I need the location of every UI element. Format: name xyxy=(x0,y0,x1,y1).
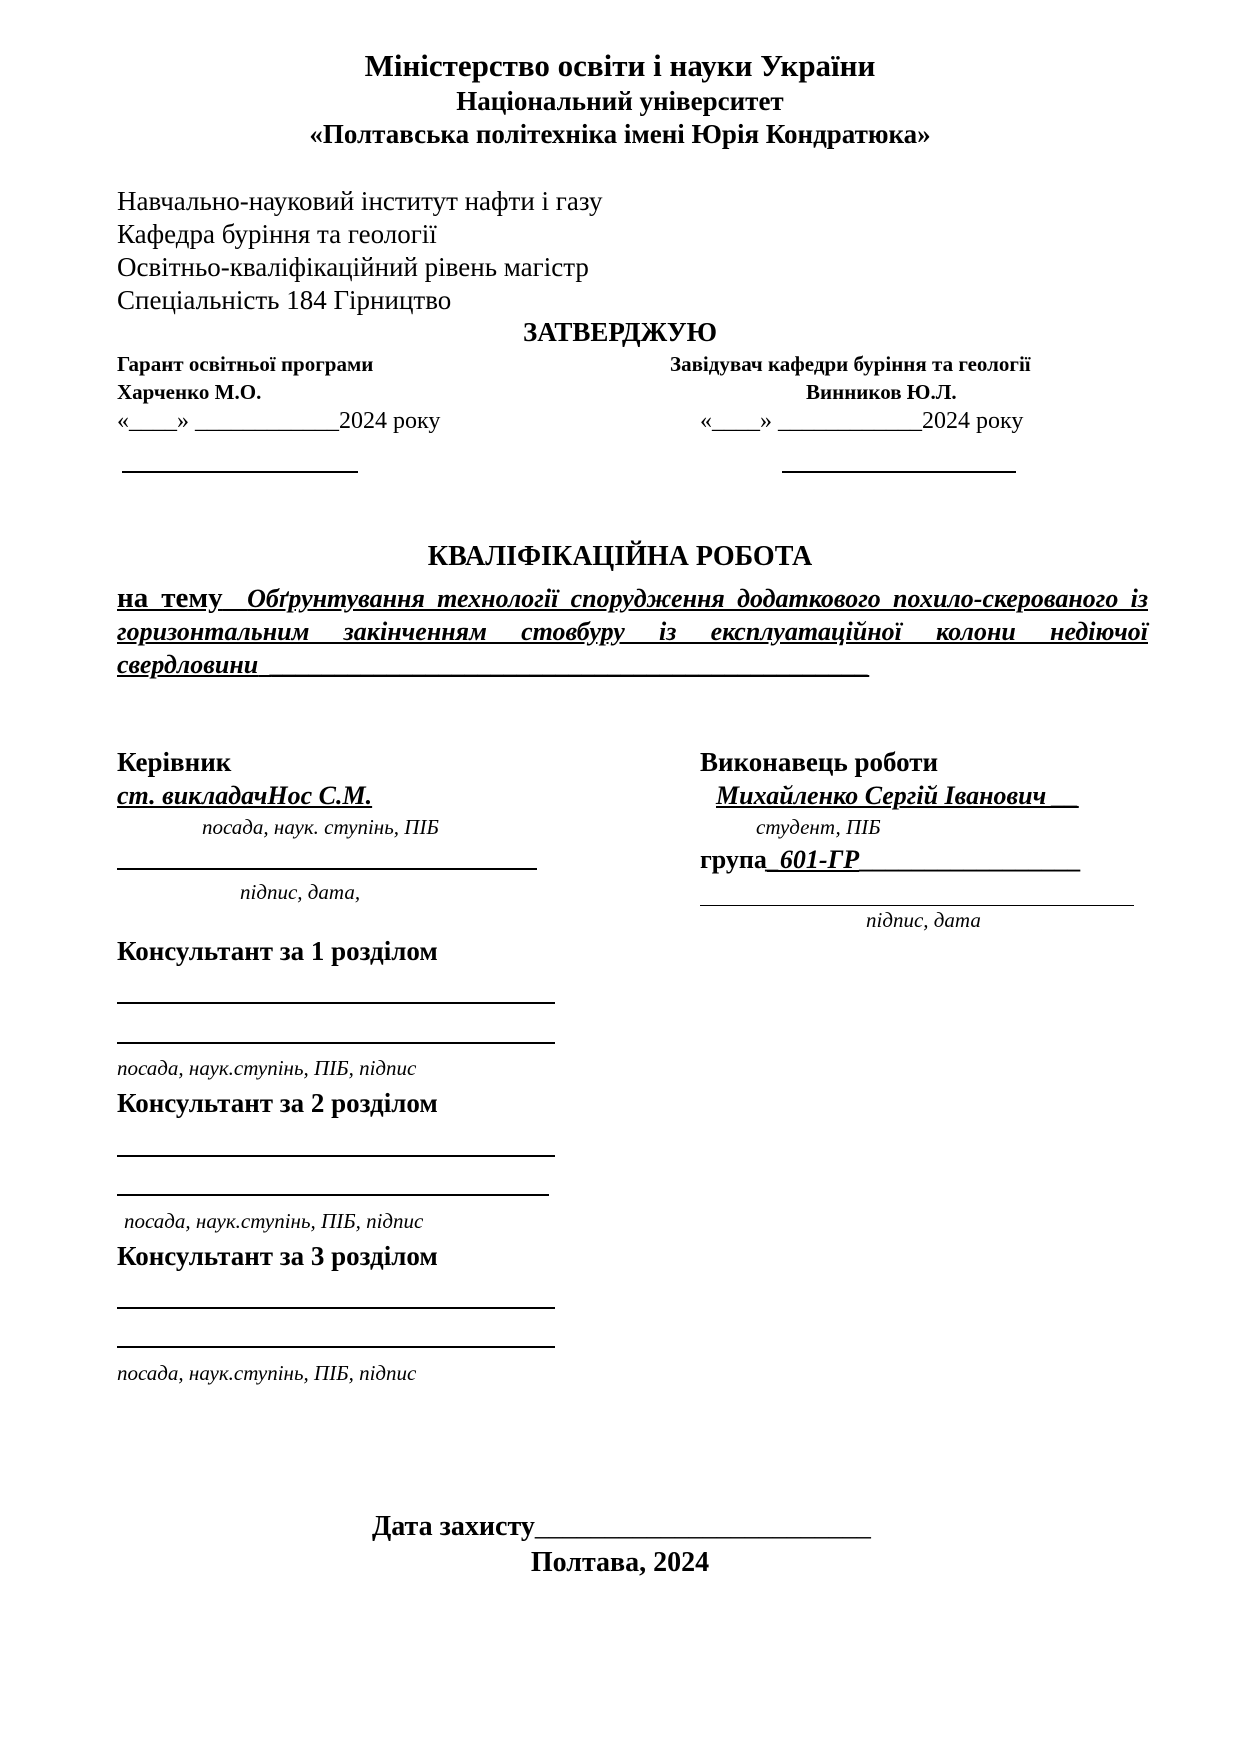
topic-lead: на тему xyxy=(117,582,223,614)
guarantor-name: Харченко М.О. xyxy=(117,380,262,404)
institute-line: Навчально-науковий інститут нафти і газу xyxy=(117,186,603,216)
defense-date-fill: ________________________ xyxy=(534,1511,871,1542)
consultant-1-heading: Консультант за 1 розділом xyxy=(117,936,438,966)
defense-date-label: Дата захисту xyxy=(372,1511,535,1542)
university-title: Національний університет xyxy=(456,86,784,116)
work-topic xyxy=(117,582,1148,681)
consultant-2-line-2 xyxy=(117,1194,549,1196)
consultant-2-heading: Консультант за 2 розділом xyxy=(117,1088,438,1118)
level-line: Освітньо-кваліфікаційний рівень магістр xyxy=(117,252,589,282)
defense-date xyxy=(372,1513,871,1541)
ministry-title: Міністерство освіти і науки України xyxy=(364,48,876,83)
guarantor-date: «____» ____________2024 року xyxy=(117,408,441,434)
author-signature-hint: підпис, дата xyxy=(866,908,981,932)
topic-text: Обґрунтування технології спорудження додаткового похило-скерованого із горизонтальним закінченням стовбуру із експлуатаційної колони недіючої свердловини xyxy=(117,584,1148,679)
head-signature-line xyxy=(782,471,1016,473)
guarantor-signature-line xyxy=(122,471,358,473)
consultant-1-line-1 xyxy=(117,1002,555,1004)
consultant-1-line-2 xyxy=(117,1042,555,1044)
topic-fill: ______________________________________________ xyxy=(271,650,870,679)
specialty-line: Спеціальність 184 Гірництво xyxy=(117,285,452,315)
consultant-2-hint: посада, наук.ступінь, ПІБ, підпис xyxy=(124,1209,424,1233)
author-name: Михайленко Сергій Іванович __ xyxy=(716,781,1079,810)
group-value: _601-ГР xyxy=(766,845,860,874)
city-year: Полтава, 2024 xyxy=(530,1547,710,1578)
supervisor-heading: Керівник xyxy=(117,747,232,777)
head-of-department-role: Завідувач кафедри буріння та геології xyxy=(670,352,1031,376)
author-signature-line xyxy=(700,905,1134,906)
head-of-department-date: «____» ____________2024 року xyxy=(700,408,1024,434)
university-name: «Полтавська політехніка імені Юрія Кондратюка» xyxy=(309,119,931,149)
supervisor-position-hint: посада, наук. ступінь, ПІБ xyxy=(202,815,439,839)
department-line: Кафедра буріння та геології xyxy=(117,219,437,249)
consultant-3-hint: посада, наук.ступінь, ПІБ, підпис xyxy=(117,1361,417,1385)
head-of-department-name: Винников Ю.Л. xyxy=(806,380,957,404)
supervisor-signature-hint: підпис, дата, xyxy=(240,880,361,904)
supervisor-signature-line xyxy=(117,868,537,870)
consultant-2-line-1 xyxy=(117,1155,555,1157)
consultant-1-hint: посада, наук.ступінь, ПІБ, підпис xyxy=(117,1056,417,1080)
author-group xyxy=(700,847,1080,873)
supervisor-name: ст. викладачНос С.М. xyxy=(117,781,373,810)
author-heading: Виконавець роботи xyxy=(700,747,939,777)
consultant-3-line-1 xyxy=(117,1307,555,1309)
guarantor-role: Гарант освітньої програми xyxy=(117,352,374,376)
consultant-3-line-2 xyxy=(117,1346,555,1348)
group-fill: _________________ xyxy=(859,845,1081,874)
group-label: група xyxy=(700,845,767,874)
approve-title: ЗАТВЕРДЖУЮ xyxy=(522,317,718,347)
author-position-hint: студент, ПІБ xyxy=(756,815,881,839)
work-title: КВАЛІФІКАЦІЙНА РОБОТА xyxy=(427,541,813,572)
consultant-3-heading: Консультант за 3 розділом xyxy=(117,1241,438,1271)
